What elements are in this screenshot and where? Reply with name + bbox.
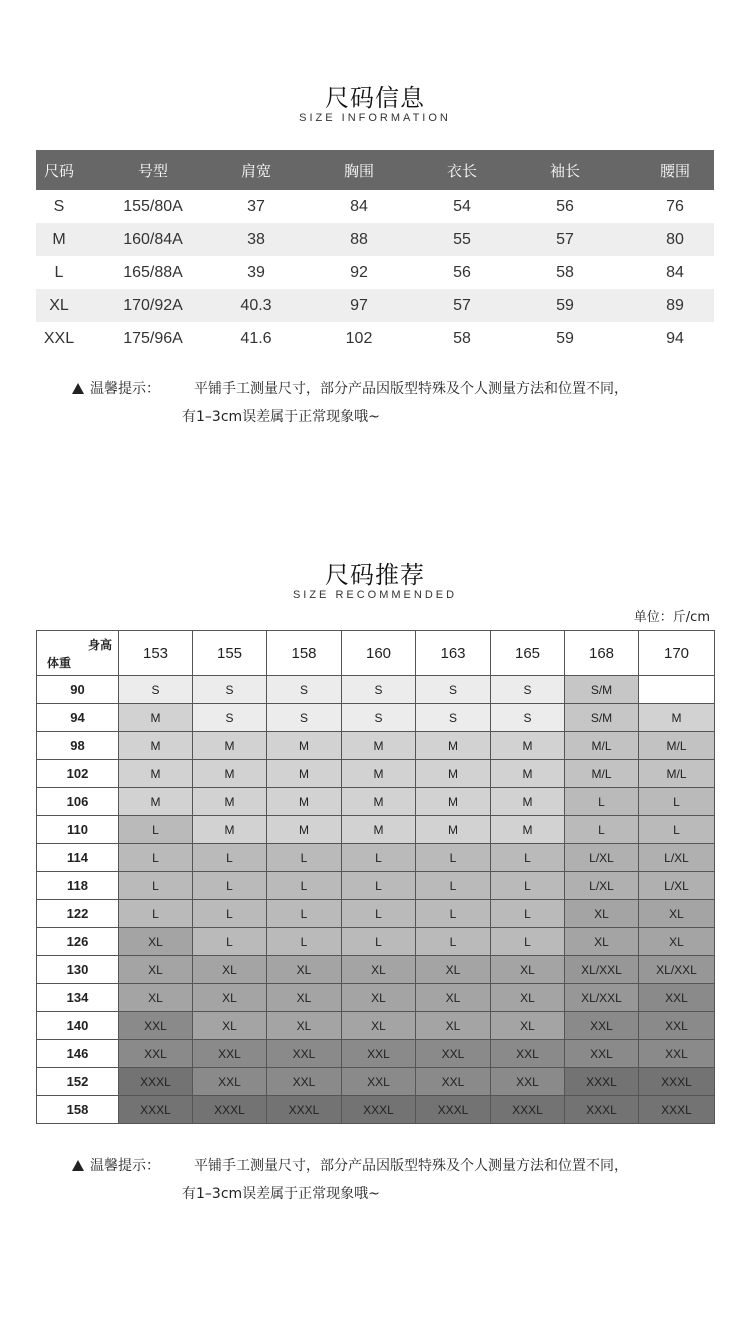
table-cell: 41.6 <box>240 329 272 347</box>
size-cell: XXL <box>193 1040 267 1068</box>
weight-header-cell: 94 <box>37 704 119 732</box>
size-cell: XXL <box>565 1040 639 1068</box>
table-cell: 92 <box>350 263 368 281</box>
size-cell: L <box>342 872 416 900</box>
size-cell: M <box>342 760 416 788</box>
unit-label: 单位：斤/cm <box>633 610 710 625</box>
table-cell: 175/96A <box>123 329 183 347</box>
size-cell: XXXL <box>416 1096 491 1124</box>
table-row <box>37 704 715 732</box>
size-cell: XL/XXL <box>639 956 715 984</box>
size-cell: XL <box>491 984 565 1012</box>
size-cell: M <box>491 732 565 760</box>
size-cell: L <box>267 844 342 872</box>
table-cell: 37 <box>247 197 265 215</box>
size-info-title: 尺码信息 <box>325 84 425 112</box>
size-cell: L <box>193 928 267 956</box>
size-cell: M/L <box>639 760 715 788</box>
height-header-cell: 165 <box>491 631 565 676</box>
size-cell: M <box>119 704 193 732</box>
size-cell: XXL <box>267 1068 342 1096</box>
table-cell: 165/88A <box>123 263 183 281</box>
size-cell: S <box>267 704 342 732</box>
size-cell: XXL <box>565 1012 639 1040</box>
size-cell: XXL <box>491 1040 565 1068</box>
table-row <box>36 223 714 256</box>
size-cell: XXL <box>639 1012 715 1040</box>
size-cell: L <box>565 788 639 816</box>
size-cell: L <box>416 900 491 928</box>
size-cell: XL <box>416 984 491 1012</box>
table-row <box>37 1012 715 1040</box>
table-cell: 57 <box>453 296 471 314</box>
size-cell: S <box>491 676 565 704</box>
size-cell: XL <box>416 1012 491 1040</box>
size-cell: L <box>119 816 193 844</box>
tip-note-1 <box>72 375 628 431</box>
size-cell: L <box>342 928 416 956</box>
header-shoulder: 肩宽 <box>240 161 271 180</box>
size-cell: M <box>416 816 491 844</box>
size-cell: XXXL <box>119 1068 193 1096</box>
size-cell: L <box>342 844 416 872</box>
weight-header-cell: 118 <box>37 872 119 900</box>
size-cell: XL <box>491 1012 565 1040</box>
table-cell: XXL <box>43 329 75 347</box>
size-cell: M <box>193 816 267 844</box>
header-size: 尺码 <box>43 161 74 180</box>
table-cell: 84 <box>350 197 368 215</box>
size-cell: S/M <box>565 676 639 704</box>
weight-header-cell: 146 <box>37 1040 119 1068</box>
size-cell: XXL <box>416 1068 491 1096</box>
height-header-cell: 163 <box>416 631 491 676</box>
weight-header-cell: 152 <box>37 1068 119 1096</box>
table-cell: 88 <box>350 230 368 248</box>
size-cell: L <box>639 816 715 844</box>
table-row <box>36 289 714 322</box>
corner-height-label: 身高 <box>87 638 112 652</box>
size-cell: M <box>416 760 491 788</box>
table-row <box>37 956 715 984</box>
size-cell: XXL <box>342 1040 416 1068</box>
size-recommend-table <box>36 630 715 1124</box>
table-row <box>37 760 715 788</box>
size-cell: XL <box>267 956 342 984</box>
size-cell: XL <box>565 900 639 928</box>
size-recommend-title: 尺码推荐 <box>325 561 425 589</box>
size-cell: XL <box>193 1012 267 1040</box>
table-row <box>36 190 714 223</box>
size-cell: M <box>342 816 416 844</box>
size-cell <box>639 676 715 704</box>
size-cell: XXXL <box>193 1096 267 1124</box>
weight-header-cell: 106 <box>37 788 119 816</box>
tip-label: 温馨提示： <box>90 381 160 397</box>
size-cell: L <box>639 788 715 816</box>
header-sleeve: 袖长 <box>549 161 580 180</box>
table-cell: 170/92A <box>123 296 183 314</box>
table-cell: 56 <box>453 263 471 281</box>
table-cell: 97 <box>350 296 368 314</box>
height-header-cell: 153 <box>119 631 193 676</box>
table-cell: 59 <box>556 329 574 347</box>
size-cell: M <box>193 760 267 788</box>
header-model: 号型 <box>137 161 168 180</box>
size-cell: S <box>416 704 491 732</box>
size-cell: L <box>416 928 491 956</box>
table-row <box>37 816 715 844</box>
size-cell: XXL <box>639 1040 715 1068</box>
tip-line2: 有1–3cm误差属于正常现象哦~ <box>182 1186 380 1202</box>
table-row <box>36 322 714 355</box>
size-cell: L <box>267 928 342 956</box>
size-cell: XL <box>119 928 193 956</box>
size-cell: L/XL <box>639 872 715 900</box>
table-cell: XL <box>49 296 69 314</box>
table-row <box>37 732 715 760</box>
size-info-table <box>36 150 714 355</box>
size-cell: XXL <box>119 1012 193 1040</box>
weight-header-cell: 122 <box>37 900 119 928</box>
table-cell: 80 <box>666 230 684 248</box>
table-row <box>37 788 715 816</box>
warning-icon <box>72 1160 84 1171</box>
tip-line1: 平铺手工测量尺寸，部分产品因版型特殊及个人测量方法和位置不同， <box>194 1158 628 1174</box>
table-row <box>37 984 715 1012</box>
table-cell: 55 <box>453 230 471 248</box>
size-cell: XXL <box>639 984 715 1012</box>
size-cell: L/XL <box>639 844 715 872</box>
size-cell: XXXL <box>639 1068 715 1096</box>
table-row <box>36 256 714 289</box>
size-cell: L <box>342 900 416 928</box>
weight-header-cell: 130 <box>37 956 119 984</box>
size-cell: S <box>342 704 416 732</box>
size-cell: L <box>416 872 491 900</box>
table-cell: L <box>54 263 64 281</box>
size-cell: XL <box>342 1012 416 1040</box>
table-cell: 94 <box>666 329 684 347</box>
size-cell: M <box>119 788 193 816</box>
size-cell: L <box>193 900 267 928</box>
table-row <box>37 900 715 928</box>
corner-cell <box>37 631 119 676</box>
table-row <box>37 1068 715 1096</box>
size-cell: M <box>491 760 565 788</box>
weight-header-cell: 90 <box>37 676 119 704</box>
size-cell: M <box>193 732 267 760</box>
size-cell: L <box>491 872 565 900</box>
size-cell: M <box>193 788 267 816</box>
table-cell: 76 <box>666 197 684 215</box>
size-cell: S <box>416 676 491 704</box>
table-cell: 155/80A <box>123 197 183 215</box>
size-cell: XL <box>193 956 267 984</box>
size-cell: S <box>491 704 565 732</box>
table-row <box>37 1096 715 1124</box>
size-cell: L <box>119 872 193 900</box>
weight-header-cell: 126 <box>37 928 119 956</box>
table-cell: S <box>53 197 65 215</box>
size-cell: XL <box>193 984 267 1012</box>
size-cell: S <box>119 676 193 704</box>
tip-line1: 平铺手工测量尺寸，部分产品因版型特殊及个人测量方法和位置不同， <box>194 381 628 397</box>
size-cell: M <box>267 788 342 816</box>
size-cell: L <box>491 900 565 928</box>
height-header-cell: 170 <box>639 631 715 676</box>
table-cell: 54 <box>453 197 471 215</box>
size-cell: L/XL <box>565 844 639 872</box>
tip-note-2 <box>72 1152 628 1208</box>
size-cell: L <box>193 844 267 872</box>
table-cell: 84 <box>666 263 684 281</box>
size-cell: S <box>267 676 342 704</box>
size-cell: XXXL <box>342 1096 416 1124</box>
table-row <box>37 928 715 956</box>
size-cell: M <box>416 788 491 816</box>
weight-header-cell: 102 <box>37 760 119 788</box>
size-info-subtitle: SIZE INFORMATION <box>299 112 451 124</box>
table-cell: 58 <box>556 263 574 281</box>
size-cell: L <box>491 928 565 956</box>
size-cell: M/L <box>565 760 639 788</box>
table-row <box>37 1040 715 1068</box>
size-cell: M <box>491 816 565 844</box>
size-cell: XXXL <box>565 1068 639 1096</box>
size-cell: XXXL <box>119 1096 193 1124</box>
size-cell: L <box>416 844 491 872</box>
tip-line2: 有1–3cm误差属于正常现象哦~ <box>182 409 380 425</box>
table-cell: 59 <box>556 296 574 314</box>
size-cell: XXL <box>193 1068 267 1096</box>
size-cell: XL <box>565 928 639 956</box>
header-length: 衣长 <box>446 161 477 180</box>
weight-header-cell: 114 <box>37 844 119 872</box>
table-row <box>37 676 715 704</box>
table-cell: 40.3 <box>240 296 272 314</box>
size-cell: M <box>267 816 342 844</box>
size-cell: L <box>119 844 193 872</box>
header-chest: 胸围 <box>343 161 374 180</box>
size-info-header-row <box>36 150 714 190</box>
size-cell: XXL <box>267 1040 342 1068</box>
size-cell: XL/XXL <box>565 956 639 984</box>
size-cell: L/XL <box>565 872 639 900</box>
size-cell: L <box>193 872 267 900</box>
table-row <box>37 872 715 900</box>
tip-label: 温馨提示： <box>90 1158 160 1174</box>
table-cell: 57 <box>556 230 574 248</box>
size-cell: XL <box>491 956 565 984</box>
size-cell: M <box>639 704 715 732</box>
size-cell: XXL <box>342 1068 416 1096</box>
size-cell: XXXL <box>491 1096 565 1124</box>
size-cell: M/L <box>639 732 715 760</box>
height-header-cell: 158 <box>267 631 342 676</box>
size-cell: XXL <box>491 1068 565 1096</box>
size-cell: S <box>342 676 416 704</box>
size-cell: M <box>416 732 491 760</box>
size-recommend-subtitle: SIZE RECOMMENDED <box>292 589 458 601</box>
table-cell: 58 <box>453 329 471 347</box>
size-cell: S <box>193 676 267 704</box>
height-header-cell: 155 <box>193 631 267 676</box>
weight-header-cell: 134 <box>37 984 119 1012</box>
size-cell: XL <box>416 956 491 984</box>
size-cell: S/M <box>565 704 639 732</box>
header-waist: 腰围 <box>659 161 690 180</box>
height-header-cell: 160 <box>342 631 416 676</box>
size-cell: XXXL <box>565 1096 639 1124</box>
weight-header-cell: 158 <box>37 1096 119 1124</box>
size-cell: XXL <box>119 1040 193 1068</box>
size-cell: XL <box>639 928 715 956</box>
table-row <box>37 844 715 872</box>
table-cell: M <box>52 230 66 248</box>
size-cell: M <box>491 788 565 816</box>
height-header-cell: 168 <box>565 631 639 676</box>
table-cell: 89 <box>666 296 684 314</box>
corner-weight-label: 体重 <box>47 656 72 670</box>
table-cell: 38 <box>247 230 265 248</box>
size-cell: S <box>193 704 267 732</box>
warning-icon <box>72 383 84 394</box>
size-cell: M <box>342 788 416 816</box>
size-cell: M <box>119 732 193 760</box>
table-cell: 39 <box>247 263 265 281</box>
table-cell: 56 <box>556 197 574 215</box>
size-cell: XL <box>267 984 342 1012</box>
size-cell: L <box>491 844 565 872</box>
size-cell: M <box>342 732 416 760</box>
size-cell: XXL <box>416 1040 491 1068</box>
size-cell: XL <box>119 956 193 984</box>
size-cell: L <box>267 900 342 928</box>
table-cell: 102 <box>345 329 373 347</box>
size-cell: XL <box>267 1012 342 1040</box>
size-cell: L <box>565 816 639 844</box>
weight-header-cell: 98 <box>37 732 119 760</box>
table-cell: 160/84A <box>123 230 183 248</box>
size-cell: M <box>119 760 193 788</box>
size-cell: L <box>119 900 193 928</box>
size-cell: XL <box>342 956 416 984</box>
weight-header-cell: 110 <box>37 816 119 844</box>
size-cell: XL <box>639 900 715 928</box>
weight-header-cell: 140 <box>37 1012 119 1040</box>
size-cell: XXXL <box>639 1096 715 1124</box>
size-cell: M <box>267 732 342 760</box>
size-cell: XL <box>342 984 416 1012</box>
size-cell: M/L <box>565 732 639 760</box>
size-cell: XXXL <box>267 1096 342 1124</box>
size-cell: XL/XXL <box>565 984 639 1012</box>
size-cell: L <box>267 872 342 900</box>
size-cell: M <box>267 760 342 788</box>
size-cell: XL <box>119 984 193 1012</box>
